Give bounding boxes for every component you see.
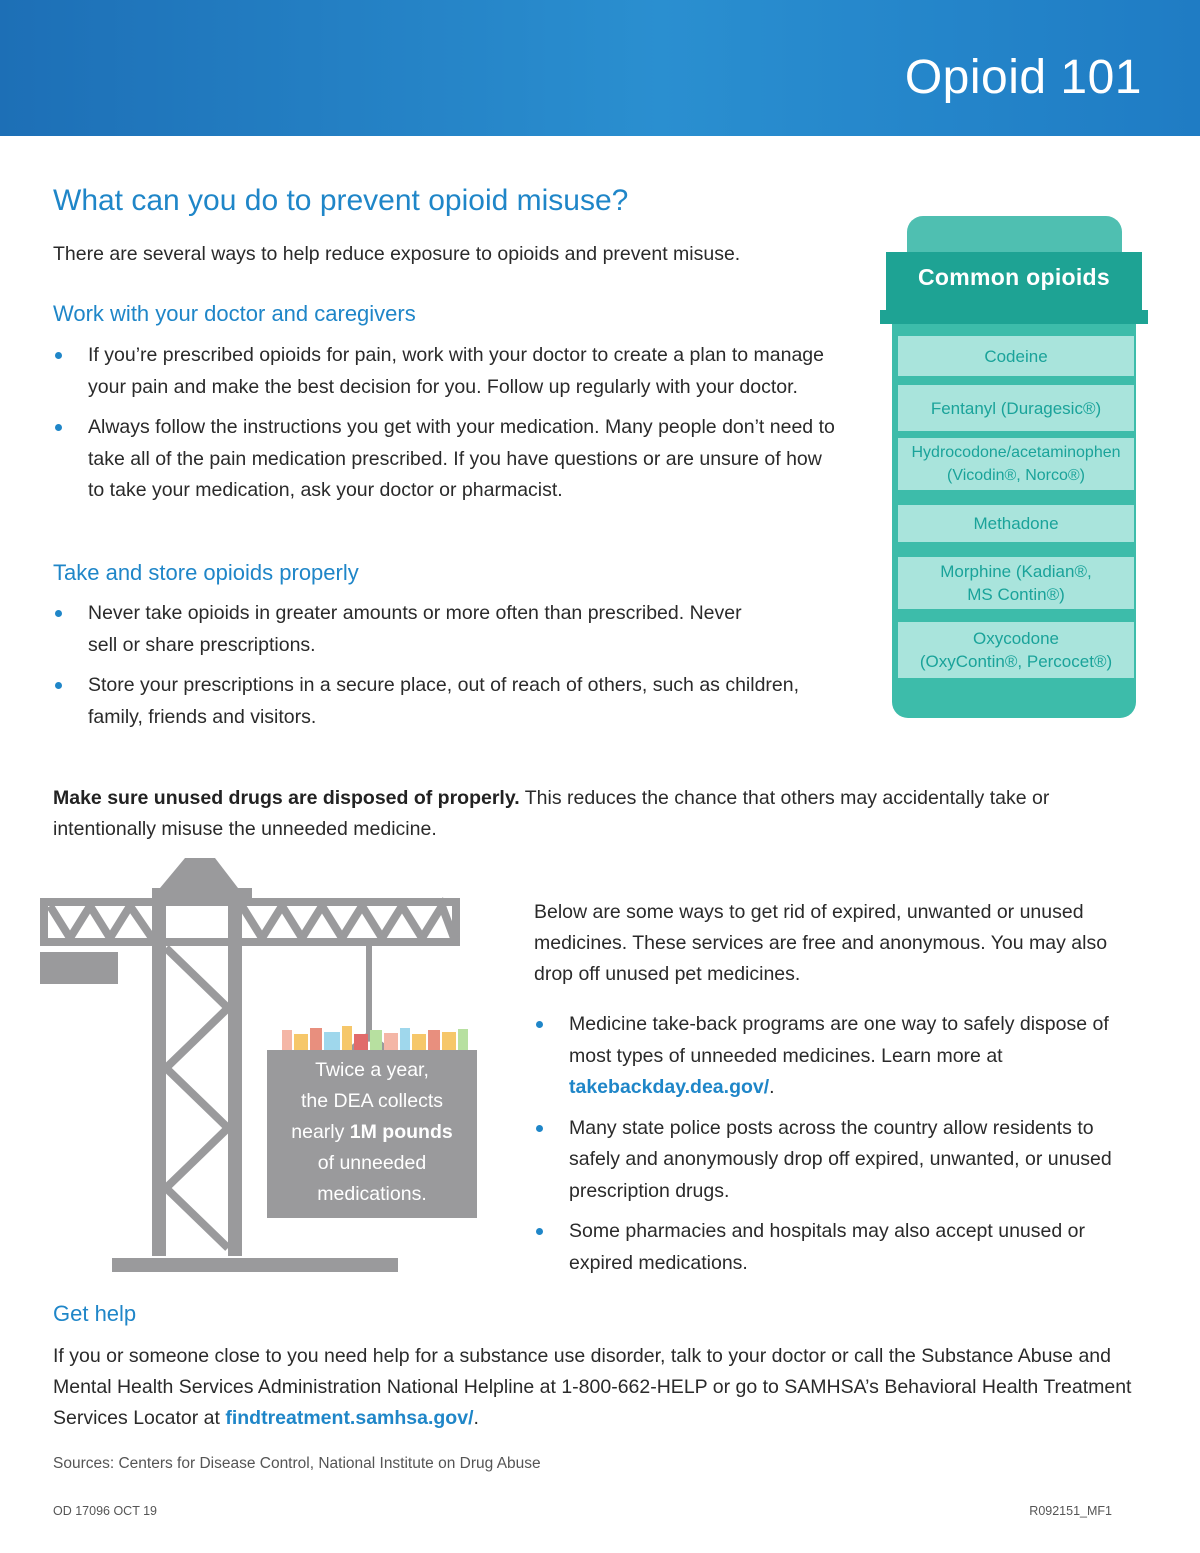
fact-line: the DEA collects (301, 1090, 443, 1112)
section-heading-doctor: Work with your doctor and caregivers (53, 301, 416, 326)
list-item: Store your prescriptions in a secure place, out of reach of others, such as children, family, friends and visitors. (53, 670, 813, 733)
list-item: Never take opioids in greater amounts or more often than prescribed. Never sell or share prescriptions. (53, 598, 773, 661)
drug-brands: (Vicodin®, Norco®) (947, 467, 1085, 484)
bottle-title: Common opioids (917, 264, 1111, 290)
list-item: Many state police posts across the country allow residents to safely and anonymously drop off expired, unwanted, or unused prescription drugs. (534, 1113, 1134, 1208)
page-title: Opioid 101 (904, 51, 1142, 104)
drug-name: Hydrocodone/acetaminophen (911, 444, 1121, 461)
bottle-cap (907, 216, 1122, 252)
help-text-end: . (473, 1407, 479, 1429)
drug-name: Methadone (973, 514, 1059, 533)
bottle-label-lip (880, 310, 1148, 324)
list-item: If you’re prescribed opioids for pain, work with your doctor to create a plan to manage your pain and make the best decision for you. Follow up regularly with your doctor. (53, 340, 828, 403)
get-help-text (53, 1341, 1143, 1434)
fact-text: nearly (291, 1121, 350, 1143)
intro-text: There are several ways to help reduce exposure to opioids and prevent misuse. (53, 243, 741, 265)
drug-item (898, 385, 1134, 431)
way-text: Medicine take-back programs are one way to safely dispose of most types of unneeded medicines. Learn more at (569, 1013, 1109, 1067)
doctor-bullet-list (53, 340, 853, 516)
help-text: If you or someone close to you need help for a substance use disorder, talk to your doctor or call the Substance Abuse and Mental Health Services Administration National Helpline at 1-800-662-HELP or go to SAMHSA’s Behavioral Health Treatment Services Locator at (53, 1345, 1132, 1429)
drug-item (898, 438, 1134, 490)
drug-brands: MS Contin®) (967, 585, 1065, 604)
sources-note: Sources: Centers for Disease Control, National Institute on Drug Abuse (53, 1455, 541, 1472)
fact-highlight: 1M pounds (349, 1121, 453, 1143)
fact-line (267, 1117, 477, 1148)
drug-item (898, 622, 1134, 678)
document-code-left: OD 17096 OCT 19 (53, 1504, 157, 1518)
drug-name: Fentanyl (Duragesic®) (930, 398, 1102, 418)
drug-item (898, 557, 1134, 609)
disposal-text: This reduces the chance that others may accidentally take or intentionally misuse the unneeded medicine. (53, 787, 1050, 840)
fact-line: of unneeded (317, 1152, 427, 1174)
drug-name: Codeine (984, 346, 1048, 366)
common-opioids-bottle (880, 216, 1148, 718)
header-banner (0, 0, 1200, 136)
document-code-right: R092151_MF1 (1029, 1504, 1112, 1518)
takeback-link[interactable]: takebackday.dea.gov/ (569, 1076, 770, 1098)
dea-fact-card (267, 1050, 477, 1218)
list-item (534, 1009, 1144, 1104)
way-text-end: . (769, 1076, 775, 1098)
fact-line: medications. (317, 1183, 427, 1205)
drug-brands: (OxyContin®, Percocet®) (919, 652, 1113, 671)
drug-item (898, 505, 1134, 542)
drug-name: Oxycodone (973, 629, 1059, 648)
section-heading-store: Take and store opioids properly (53, 560, 359, 585)
disposal-ways-list (534, 1009, 1144, 1288)
list-item: Always follow the instructions you get with your medication. Many people don’t need to take all of the pain medication prescribed. If you have questions or are unsure of how to take your medication, ask your doctor or pharmacist. (53, 412, 843, 507)
fact-line: Twice a year, (315, 1059, 429, 1081)
get-help-heading: Get help (53, 1301, 137, 1326)
disposal-bold: Make sure unused drugs are disposed of properly. (53, 787, 520, 809)
store-bullet-list (53, 598, 853, 742)
drug-name: Morphine (Kadian®, (940, 562, 1092, 581)
main-heading: What can you do to prevent opioid misuse? (53, 184, 629, 217)
list-item: Some pharmacies and hospitals may also accept unused or expired medications. (534, 1216, 1124, 1279)
drug-item (898, 336, 1134, 376)
ways-intro: Below are some ways to get rid of expired, unwanted or unused medicines. These services are free and anonymous. You may also drop off unused pet medicines. (534, 901, 1108, 985)
findtreatment-link[interactable]: findtreatment.samhsa.gov/ (225, 1407, 474, 1429)
disposal-paragraph (53, 783, 1093, 845)
